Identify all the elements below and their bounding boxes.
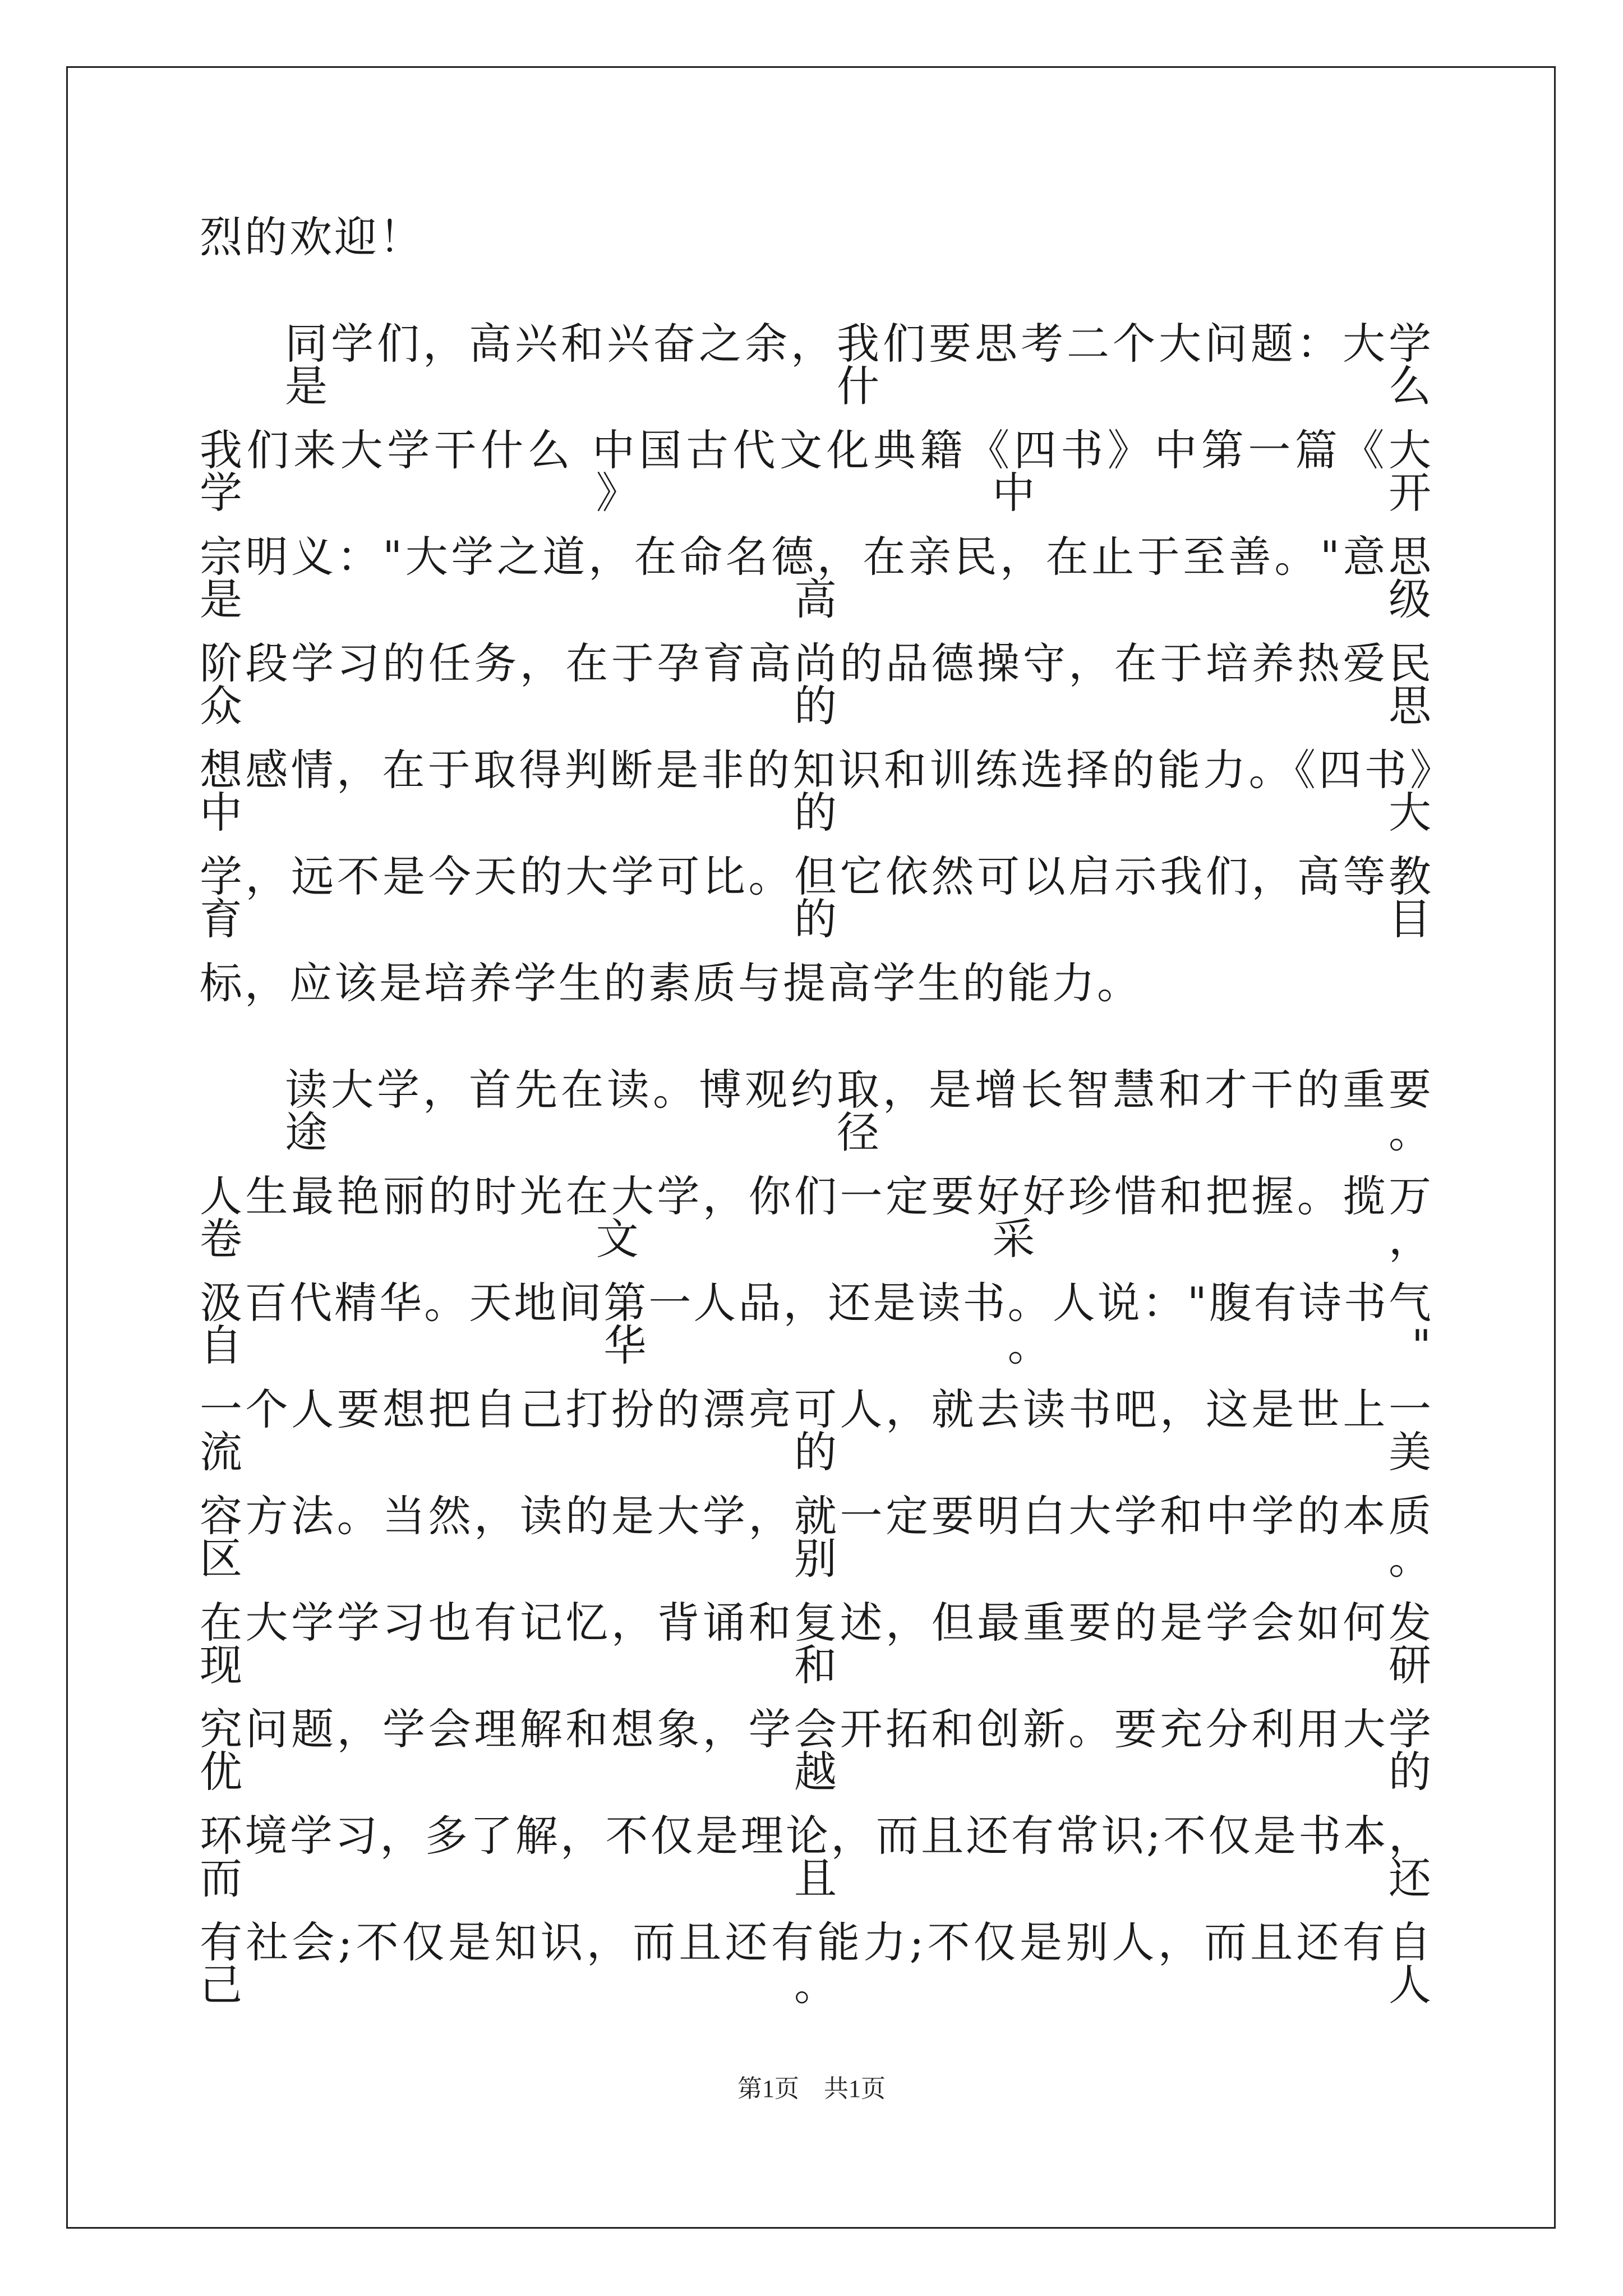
text-line: 阶段学习的任务，在于孕育高尚的品德操守，在于培养热爱民众的思: [200, 638, 1433, 731]
text-line: 烈的欢迎！: [200, 212, 424, 262]
text-line: 想感情，在于取得判断是非的知识和训练选择的能力。《四书》中的大: [200, 745, 1433, 838]
page-footer: 第1页 共1页: [737, 2075, 886, 2102]
text-line: 汲百代精华。天地间第一人品，还是读书。人说："腹有诗书气自华。": [200, 1278, 1433, 1370]
text-line: 环境学习，多了解，不仅是理论，而且还有常识;不仅是书本，而且还: [200, 1811, 1433, 1903]
text-line: 读大学，首先在读。博观约取，是增长智慧和才干的重要途径。: [285, 1065, 1433, 1157]
text-line: 学，远不是今天的大学可比。但它依然可以启示我们，高等教育的目: [200, 852, 1433, 944]
text-line: 我们来大学干什么 中国古代文化典籍《四书》中第一篇《大学》中开: [200, 425, 1433, 518]
text-line: 同学们，高兴和兴奋之余，我们要思考二个大问题：大学是什么: [285, 319, 1433, 411]
text-line: 宗明义："大学之道，在命名德，在亲民，在止于至善。"意思是高级: [200, 532, 1433, 624]
text-line: 有社会;不仅是知识，而且还有能力;不仅是别人，而且还有自己。人: [200, 1917, 1433, 2010]
text-line: 人生最艳丽的时光在大学，你们一定要好好珍惜和把握。揽万卷文采，: [200, 1171, 1433, 1264]
text-line: 究问题，学会理解和想象，学会开拓和创新。要充分利用大学优越的: [200, 1704, 1433, 1797]
text-line: 在大学学习也有记忆，背诵和复述，但最重要的是学会如何发现和研: [200, 1598, 1433, 1690]
text-line: 一个人要想把自己打扮的漂亮可人，就去读书吧，这是世上一流的美: [200, 1384, 1433, 1477]
text-line: 容方法。当然，读的是大学，就一定要明白大学和中学的本质区别。: [200, 1491, 1433, 1584]
text-line: 标，应该是培养学生的素质与提高学生的能力。: [200, 958, 1142, 1008]
document-body: [200, 212, 1433, 2028]
